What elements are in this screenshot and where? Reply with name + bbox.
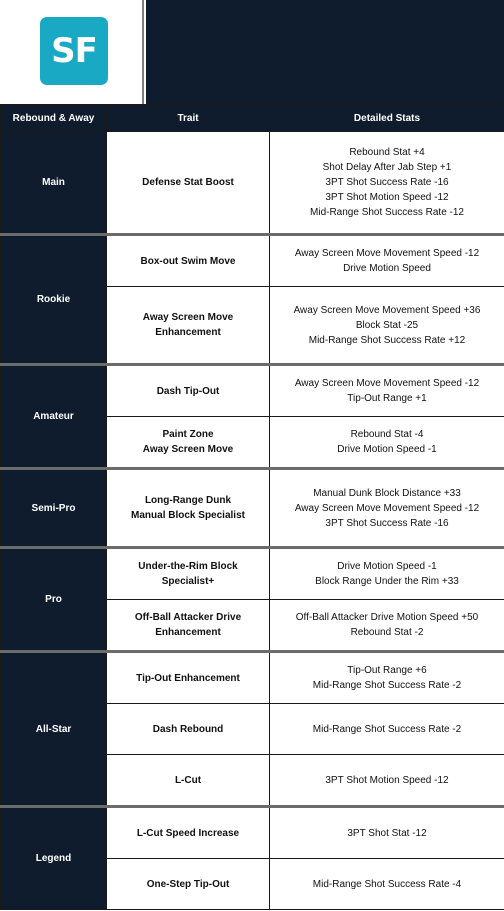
trait-cell — [107, 365, 270, 417]
trait-line: Manual Block Specialist — [131, 510, 245, 521]
trait-cell — [107, 755, 270, 807]
level-cell: Legend — [1, 807, 107, 910]
table-row — [1, 235, 504, 287]
trait-line: Dash Rebound — [152, 723, 224, 735]
level-cell: Pro — [1, 548, 107, 652]
logo-text: SF — [51, 31, 97, 71]
trait-cell — [107, 132, 270, 235]
stats-cell — [270, 600, 504, 652]
trait-line: Box-out Swim Move — [140, 255, 236, 267]
stats-cell — [270, 132, 504, 235]
level-cell: Semi-Pro — [1, 469, 107, 548]
trait-cell — [107, 417, 270, 469]
sf-logo — [40, 17, 108, 85]
trait-line: L-Cut Speed Increase — [136, 827, 240, 839]
trait-line: Defense Stat Boost — [142, 177, 234, 188]
trait-line: L-Cut — [174, 774, 202, 786]
stat-line: 3PT Shot Success Rate -16 — [325, 177, 449, 188]
header-band — [0, 0, 504, 104]
stat-line: Away Screen Move Movement Speed -12 — [294, 502, 480, 514]
trait-line: Off-Ball Attacker Drive — [134, 612, 242, 623]
trait-cell — [107, 287, 270, 365]
stats-cell — [270, 365, 504, 417]
stat-line: Away Screen Move Movement Speed +36 — [293, 304, 481, 316]
stat-line: Away Screen Move Movement Speed -12 — [294, 248, 480, 259]
trait-line: Dash Tip-Out — [156, 385, 220, 397]
header-level: Rebound & Away — [1, 105, 107, 132]
trait-line: Tip-Out Enhancement — [136, 672, 240, 684]
trait-cell — [107, 548, 270, 600]
stats-cell — [270, 652, 504, 704]
stat-line: Drive Motion Speed -1 — [337, 444, 437, 455]
table-row — [1, 132, 504, 235]
trait-line: Under-the-Rim Block — [138, 561, 238, 572]
stat-line: Rebound Stat +4 — [349, 147, 425, 158]
stat-line: Tip-Out Range +6 — [347, 665, 427, 676]
trait-cell — [107, 652, 270, 704]
header-dark-band — [146, 0, 504, 104]
trait-line: Enhancement — [155, 627, 221, 638]
table-row — [1, 548, 504, 600]
trait-line: Away Screen Move Enhancement — [142, 312, 234, 338]
level-cell: Rookie — [1, 235, 107, 365]
stats-cell — [270, 704, 504, 755]
trait-line: One-Step Tip-Out — [146, 878, 230, 890]
stat-line: 3PT Shot Motion Speed -12 — [325, 192, 449, 203]
stat-line: 3PT Shot Stat -12 — [347, 827, 427, 839]
trait-cell — [107, 859, 270, 910]
stat-line: Block Range Under the Rim +33 — [315, 576, 459, 587]
traits-table — [0, 104, 504, 910]
trait-line: Long-Range Dunk — [144, 495, 232, 506]
stats-cell — [270, 235, 504, 287]
stats-cell — [270, 469, 504, 548]
stats-cell — [270, 755, 504, 807]
stat-line: Drive Motion Speed -1 — [337, 561, 437, 572]
header-trait: Trait — [107, 105, 270, 132]
stat-line: 3PT Shot Success Rate -16 — [325, 517, 449, 529]
stat-line: Block Stat -25 — [355, 319, 419, 331]
stat-line: Away Screen Move Movement Speed -12 — [294, 378, 480, 389]
stat-line: Mid-Range Shot Success Rate -2 — [312, 723, 462, 735]
table-row — [1, 807, 504, 859]
stats-cell — [270, 287, 504, 365]
level-cell: Amateur — [1, 365, 107, 469]
trait-line: Away Screen Move — [142, 444, 234, 455]
stat-line: Off-Ball Attacker Drive Motion Speed +50 — [295, 612, 479, 623]
trait-cell — [107, 704, 270, 755]
stat-line: 3PT Shot Motion Speed -12 — [325, 774, 449, 786]
stat-line: Manual Dunk Block Distance +33 — [313, 487, 461, 499]
stat-line: Mid-Range Shot Success Rate +12 — [308, 334, 466, 346]
table-row — [1, 469, 504, 548]
stats-cell — [270, 417, 504, 469]
level-cell: All-Star — [1, 652, 107, 807]
table-row — [1, 365, 504, 417]
stat-line: Shot Delay After Jab Step +1 — [322, 162, 452, 173]
stat-line: Drive Motion Speed — [343, 263, 431, 274]
trait-cell — [107, 469, 270, 548]
stats-cell — [270, 548, 504, 600]
header-detailed-stats: Detailed Stats — [270, 105, 504, 132]
stats-cell — [270, 807, 504, 859]
trait-line: Specialist+ — [161, 576, 215, 587]
stat-line: Rebound Stat -2 — [350, 627, 424, 638]
stat-line: Mid-Range Shot Success Rate -4 — [312, 878, 462, 890]
trait-line: Paint Zone — [162, 429, 214, 440]
stat-line: Rebound Stat -4 — [350, 429, 424, 440]
table-header-row — [1, 105, 504, 132]
table-row — [1, 652, 504, 704]
trait-cell — [107, 807, 270, 859]
stats-cell — [270, 859, 504, 910]
stat-line: Mid-Range Shot Success Rate -12 — [310, 207, 464, 218]
trait-cell — [107, 235, 270, 287]
stat-line: Mid-Range Shot Success Rate -2 — [312, 680, 462, 691]
level-cell: Main — [1, 132, 107, 235]
trait-cell — [107, 600, 270, 652]
logo-area — [0, 0, 144, 104]
stat-line: Tip-Out Range +1 — [347, 393, 427, 404]
